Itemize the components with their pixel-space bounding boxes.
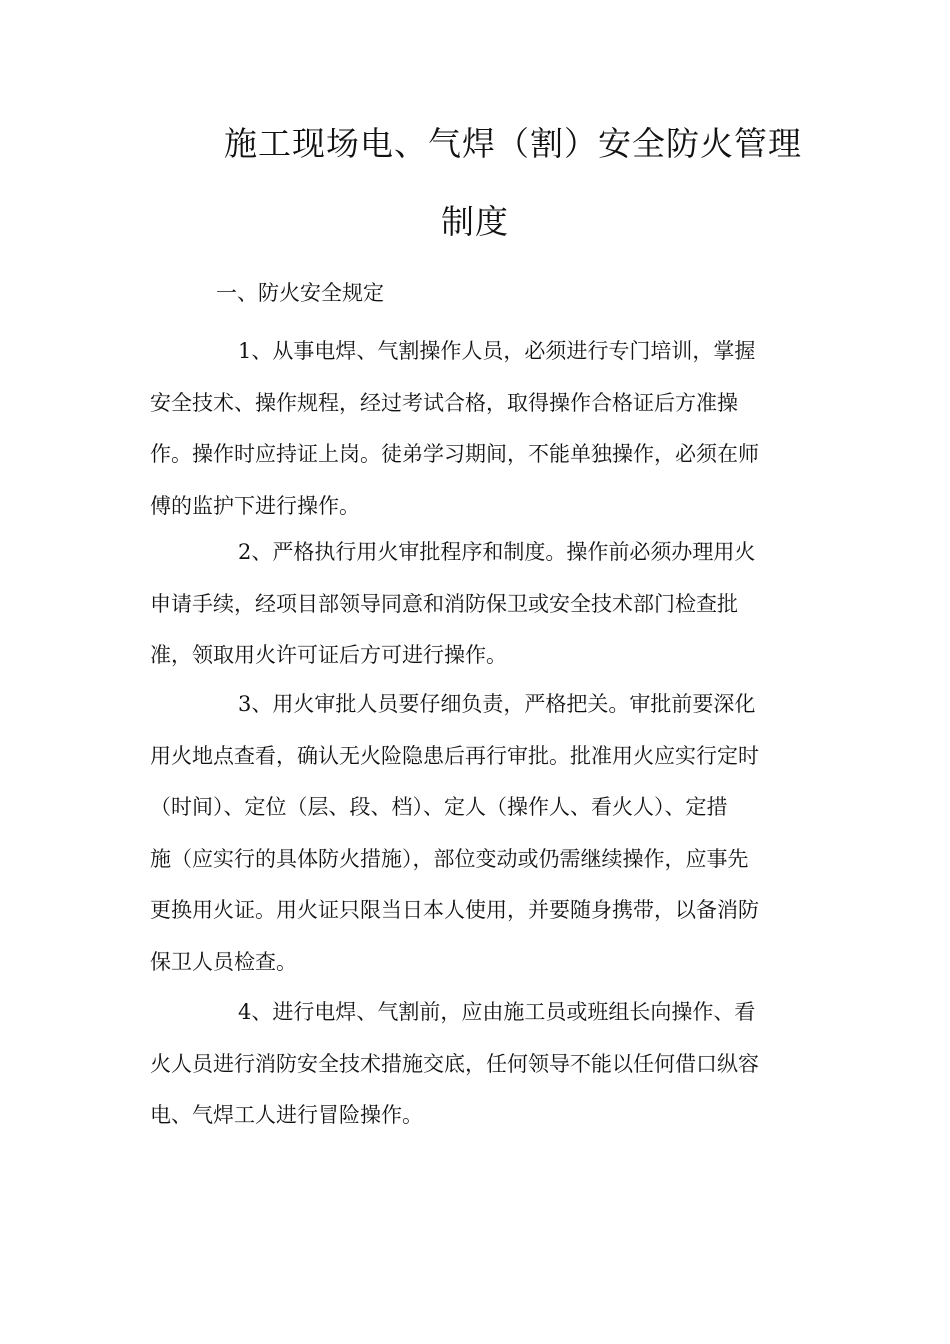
paragraph-4 [150, 987, 810, 1142]
paragraph-line: 安全技术、操作规程，经过考试合格，取得操作合格证后方准操 [150, 390, 738, 415]
paragraph-line: 1、从事电焊、气割操作人员，必须进行专门培训，掌握 [238, 339, 756, 363]
paragraph-line: 4、进行电焊、气割前，应由施工员或班组长向操作、看 [238, 1000, 756, 1024]
paragraph-line: 保卫人员检查。 [150, 949, 297, 974]
paragraph-line: （时间）、定位（层、段、档）、定人（操作人、看火人）、定措 [150, 795, 728, 819]
paragraph-1 [150, 326, 810, 532]
paragraph-line: 施（应实行的具体防火措施），部位变动或仍需继续操作，应事先 [150, 846, 749, 871]
paragraph-line: 3、用火审批人员要仔细负责，严格把关。审批前要深化 [238, 692, 756, 716]
document-title-line-1: 施工现场电、气焊（割）安全防火管理 [224, 124, 802, 163]
paragraph-line: 火人员进行消防安全技术措施交底，任何领导不能以任何借口纵容 [150, 1051, 759, 1076]
paragraph-line: 电、气焊工人进行冒险操作。 [150, 1103, 423, 1127]
paragraph-line: 傅的监护下进行操作。 [150, 493, 360, 518]
paragraph-line: 用火地点查看，确认无火险隐患后再行审批。批准用火应实行定时 [150, 743, 759, 768]
section-heading: 一、防火安全规定 [216, 281, 384, 305]
paragraph-2 [150, 527, 810, 682]
document-title-line-2: 制度 [441, 202, 509, 241]
paragraph-line: 更换用火证。用火证只限当日本人使用，并要随身携带，以备消防 [150, 898, 759, 922]
paragraph-line: 申请手续，经项目部领导同意和消防保卫或安全技术部门检查批 [150, 591, 738, 616]
paragraph-3 [150, 679, 810, 988]
paragraph-line: 2、严格执行用火审批程序和制度。操作前必须办理用火 [238, 540, 756, 564]
paragraph-line: 准，领取用火许可证后方可进行操作。 [150, 643, 507, 667]
paragraph-line: 作。操作时应持证上岗。徒弟学习期间，不能单独操作，必须在师 [150, 442, 759, 466]
